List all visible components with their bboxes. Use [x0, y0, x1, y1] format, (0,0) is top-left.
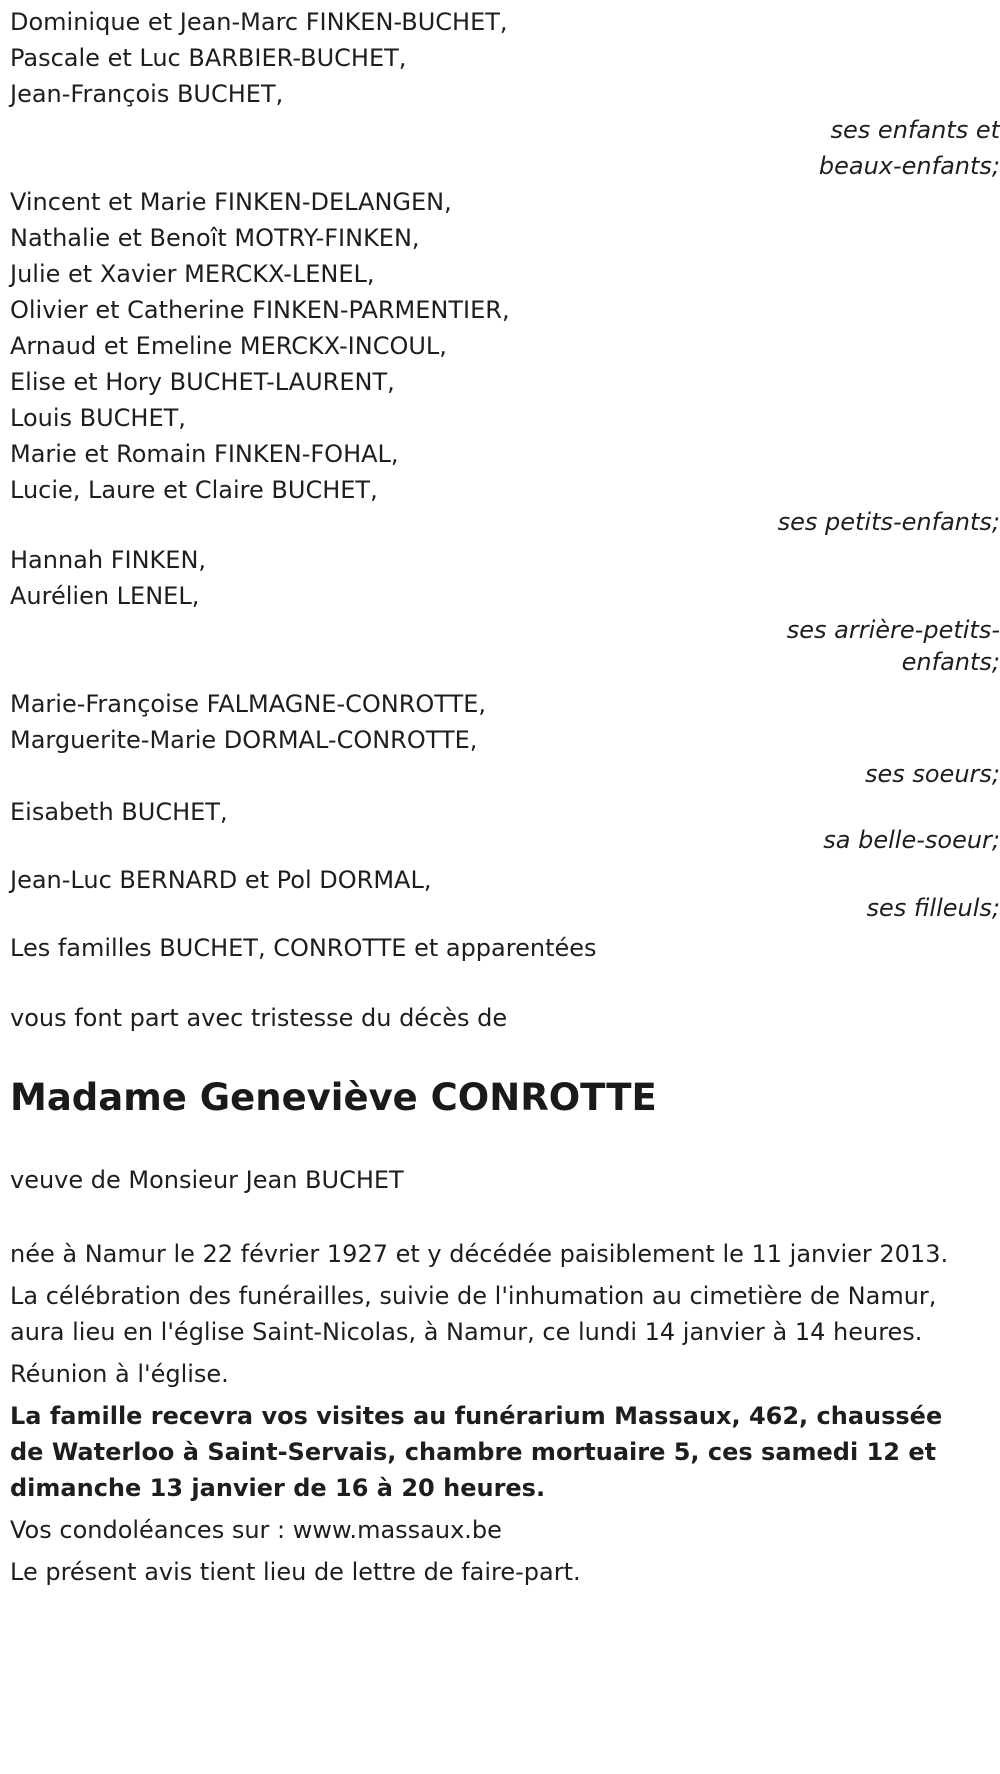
deceased-name: Madame Geneviève CONROTTE — [10, 1076, 657, 1119]
name-line: Nathalie et Benoît MOTRY-FINKEN, — [10, 224, 420, 252]
relation-label: enfants; — [901, 648, 1000, 676]
name-line: Dominique et Jean-Marc FINKEN-BUCHET, — [10, 8, 508, 36]
name-line: Marguerite-Marie DORMAL-CONROTTE, — [10, 726, 478, 754]
relation-label: ses enfants et — [830, 116, 1000, 144]
name-line: Jean-François BUCHET, — [10, 80, 284, 108]
name-line: Hannah FINKEN, — [10, 546, 207, 574]
visits-text: La famille recevra vos visites au funérarium Massaux, 462, chaussée de Waterloo à Saint-Servais, chambre mortuaire 5, ces samedi 12 et dimanche 13 janvier de 16 à 20 heures. — [10, 1402, 943, 1502]
families-line — [10, 918, 990, 966]
relation-label: sa belle-soeur; — [823, 826, 1000, 854]
name-line: Aurélien LENEL, — [10, 582, 200, 610]
name-line: Eisabeth BUCHET, — [10, 798, 228, 826]
name-line: Jean-Luc BERNARD et Pol DORMAL, — [10, 866, 432, 894]
widow-of: veuve de Monsieur Jean BUCHET — [10, 1166, 404, 1194]
name-line: Vincent et Marie FINKEN-DELANGEN, — [10, 188, 452, 216]
name-line: Marie et Romain FINKEN-FOHAL, — [10, 440, 399, 468]
relation-label: ses petits-enfants; — [777, 508, 1000, 536]
name-line: Lucie, Laure et Claire BUCHET, — [10, 476, 378, 504]
family-group-children — [10, 0, 1000, 184]
name-line: Marie-Françoise FALMAGNE-CONROTTE, — [10, 690, 486, 718]
birth-death-text: née à Namur le 22 février 1927 et y décédée paisiblement le 11 janvier 2013. — [10, 1240, 949, 1268]
name-line: Olivier et Catherine FINKEN-PARMENTIER, — [10, 296, 510, 324]
name-line: Julie et Xavier MERCKX-LENEL, — [10, 260, 375, 288]
condolences-text: Vos condoléances sur : www.massaux.be — [10, 1516, 502, 1544]
family-group-sisters — [10, 678, 1000, 790]
family-group-great-grandchildren — [10, 536, 1000, 678]
ceremony-text: La célébration des funérailles, suivie de l'inhumation au cimetière de Namur, aura lieu en l'église Saint-Nicolas, à Namur, ce lundi 14 janvier à 14 heures. — [10, 1282, 937, 1346]
families-text: Les familles BUCHET, CONROTTE et apparentées — [10, 934, 597, 962]
family-group-sister-in-law — [10, 790, 1000, 854]
name-line: Arnaud et Emeline MERCKX-INCOUL, — [10, 332, 447, 360]
name-line: Elise et Hory BUCHET-LAURENT, — [10, 368, 395, 396]
family-group-godchildren — [10, 850, 1000, 922]
name-line: Louis BUCHET, — [10, 404, 186, 432]
name-line: Pascale et Luc BARBIER-BUCHET, — [10, 44, 407, 72]
relation-label: ses filleuls; — [866, 894, 1000, 922]
relation-label: beaux-enfants; — [818, 152, 1000, 180]
meeting-text: Réunion à l'église. — [10, 1360, 229, 1388]
notice-text: Le présent avis tient lieu de lettre de faire-part. — [10, 1558, 581, 1586]
announcement — [10, 966, 990, 1036]
family-group-grandchildren — [10, 184, 1000, 536]
announcement-text: vous font part avec tristesse du décès de — [10, 1004, 508, 1032]
relation-label: ses soeurs; — [864, 760, 1000, 788]
relation-label: ses arrière-petits- — [786, 616, 1000, 644]
